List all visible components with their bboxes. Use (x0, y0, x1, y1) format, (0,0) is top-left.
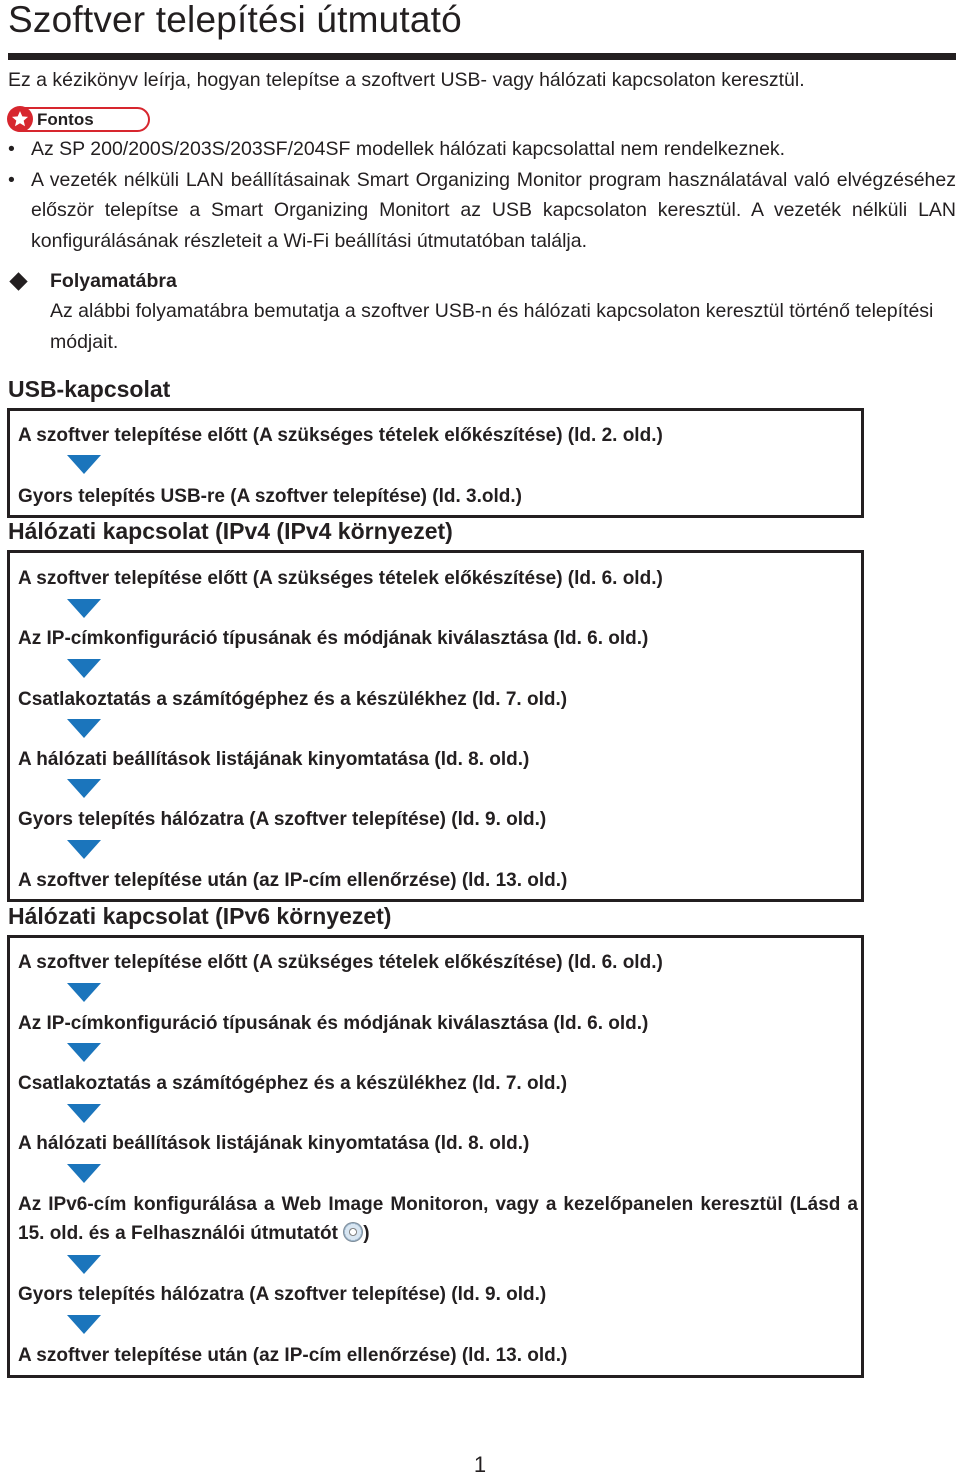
flow-step-text: Az IPv6-cím konfigurálása a Web Image Monitoron, vagy a kezelőpanelen keresztül (Lásd a 15. old. és a Felhasználói útmutatót (18, 1194, 858, 1244)
cd-icon (343, 1222, 363, 1242)
flow-step: A hálózati beállítások listájának kinyomtatása (ld. 8. old.) (18, 749, 530, 770)
page-number: 1 (473, 1452, 487, 1477)
flow-step: Az IP-címkonfiguráció típusának és módjának kiválasztása (ld. 6. old.) (18, 628, 649, 649)
down-triangle-icon (67, 1255, 101, 1274)
ipv6-flow-box (7, 935, 864, 1378)
diamond-icon (9, 272, 27, 290)
flowchart-title: Folyamatábra (50, 270, 177, 292)
flow-step: A szoftver telepítése előtt (A szükséges tételek előkészítése) (ld. 6. old.) (18, 952, 663, 973)
down-triangle-icon (67, 1164, 101, 1183)
flow-step: Az IP-címkonfiguráció típusának és módjának kiválasztása (ld. 6. old.) (18, 1013, 649, 1034)
down-triangle-icon (67, 455, 101, 474)
flowchart-heading (8, 266, 177, 296)
down-triangle-icon (67, 1104, 101, 1123)
flowchart-description: Az alábbi folyamatábra bemutatja a szoftver USB-n és hálózati kapcsolaton keresztül történő telepítési módjait. (50, 300, 934, 353)
important-badge (8, 107, 150, 132)
flow-step (18, 1190, 858, 1248)
flow-step: A szoftver telepítése előtt (A szükséges tételek előkészítése) (ld. 2. old.) (18, 425, 663, 446)
section-heading-ipv6: Hálózati kapcsolat (IPv6 környezet) (8, 903, 392, 929)
flow-step: A hálózati beállítások listájának kinyomtatása (ld. 8. old.) (18, 1133, 530, 1154)
down-triangle-icon (67, 719, 101, 738)
important-label: Fontos (37, 109, 94, 129)
intro-text: Ez a kézikönyv leírja, hogyan telepítse a szoftvert USB- vagy hálózati kapcsolaton keresztül. (8, 69, 805, 91)
down-triangle-icon (67, 599, 101, 618)
flow-step: A szoftver telepítése előtt (A szükséges tételek előkészítése) (ld. 6. old.) (18, 568, 663, 589)
important-notes (8, 134, 956, 256)
down-triangle-icon (67, 1315, 101, 1334)
flow-step: A szoftver telepítése után (az IP-cím ellenőrzése) (ld. 13. old.) (18, 870, 568, 891)
usb-flow-box (7, 408, 864, 518)
flow-step: Csatlakoztatás a számítógéphez és a készülékhez (ld. 7. old.) (18, 689, 568, 710)
star-icon (7, 106, 33, 132)
note-item: • Az SP 200/200S/203S/203SF/204SF modellek hálózati kapcsolattal nem rendelkeznek. (8, 134, 956, 165)
ipv4-flow-box (7, 550, 864, 902)
down-triangle-icon (67, 779, 101, 798)
flow-step-suffix: ) (363, 1223, 370, 1244)
flow-step: A szoftver telepítése után (az IP-cím ellenőrzése) (ld. 13. old.) (18, 1345, 568, 1366)
down-triangle-icon (67, 659, 101, 678)
down-triangle-icon (67, 1043, 101, 1062)
flow-step: Gyors telepítés USB-re (A szoftver telepítése) (ld. 3.old.) (18, 486, 522, 507)
note-item: • A vezeték nélküli LAN beállításainak Smart Organizing Monitor program használatával való elvégzéséhez először telepítse a Smart Organizing Monitort az USB kapcsolaton keresztül. A vezeték nélküli LAN konfigurálásának részleteit a Wi-Fi beállítási útmutatóban találja. (8, 165, 956, 257)
flow-step: Gyors telepítés hálózatra (A szoftver telepítése) (ld. 9. old.) (18, 1284, 547, 1305)
section-heading-usb: USB-kapcsolat (8, 376, 171, 402)
down-triangle-icon (67, 983, 101, 1002)
down-triangle-icon (67, 840, 101, 859)
flow-step: Csatlakoztatás a számítógéphez és a készülékhez (ld. 7. old.) (18, 1073, 568, 1094)
page-title: Szoftver telepítési útmutató (8, 0, 462, 40)
title-rule (8, 53, 956, 60)
flow-step: Gyors telepítés hálózatra (A szoftver telepítése) (ld. 9. old.) (18, 809, 547, 830)
section-heading-ipv4: Hálózati kapcsolat (IPv4 (IPv4 környezet) (8, 518, 453, 544)
